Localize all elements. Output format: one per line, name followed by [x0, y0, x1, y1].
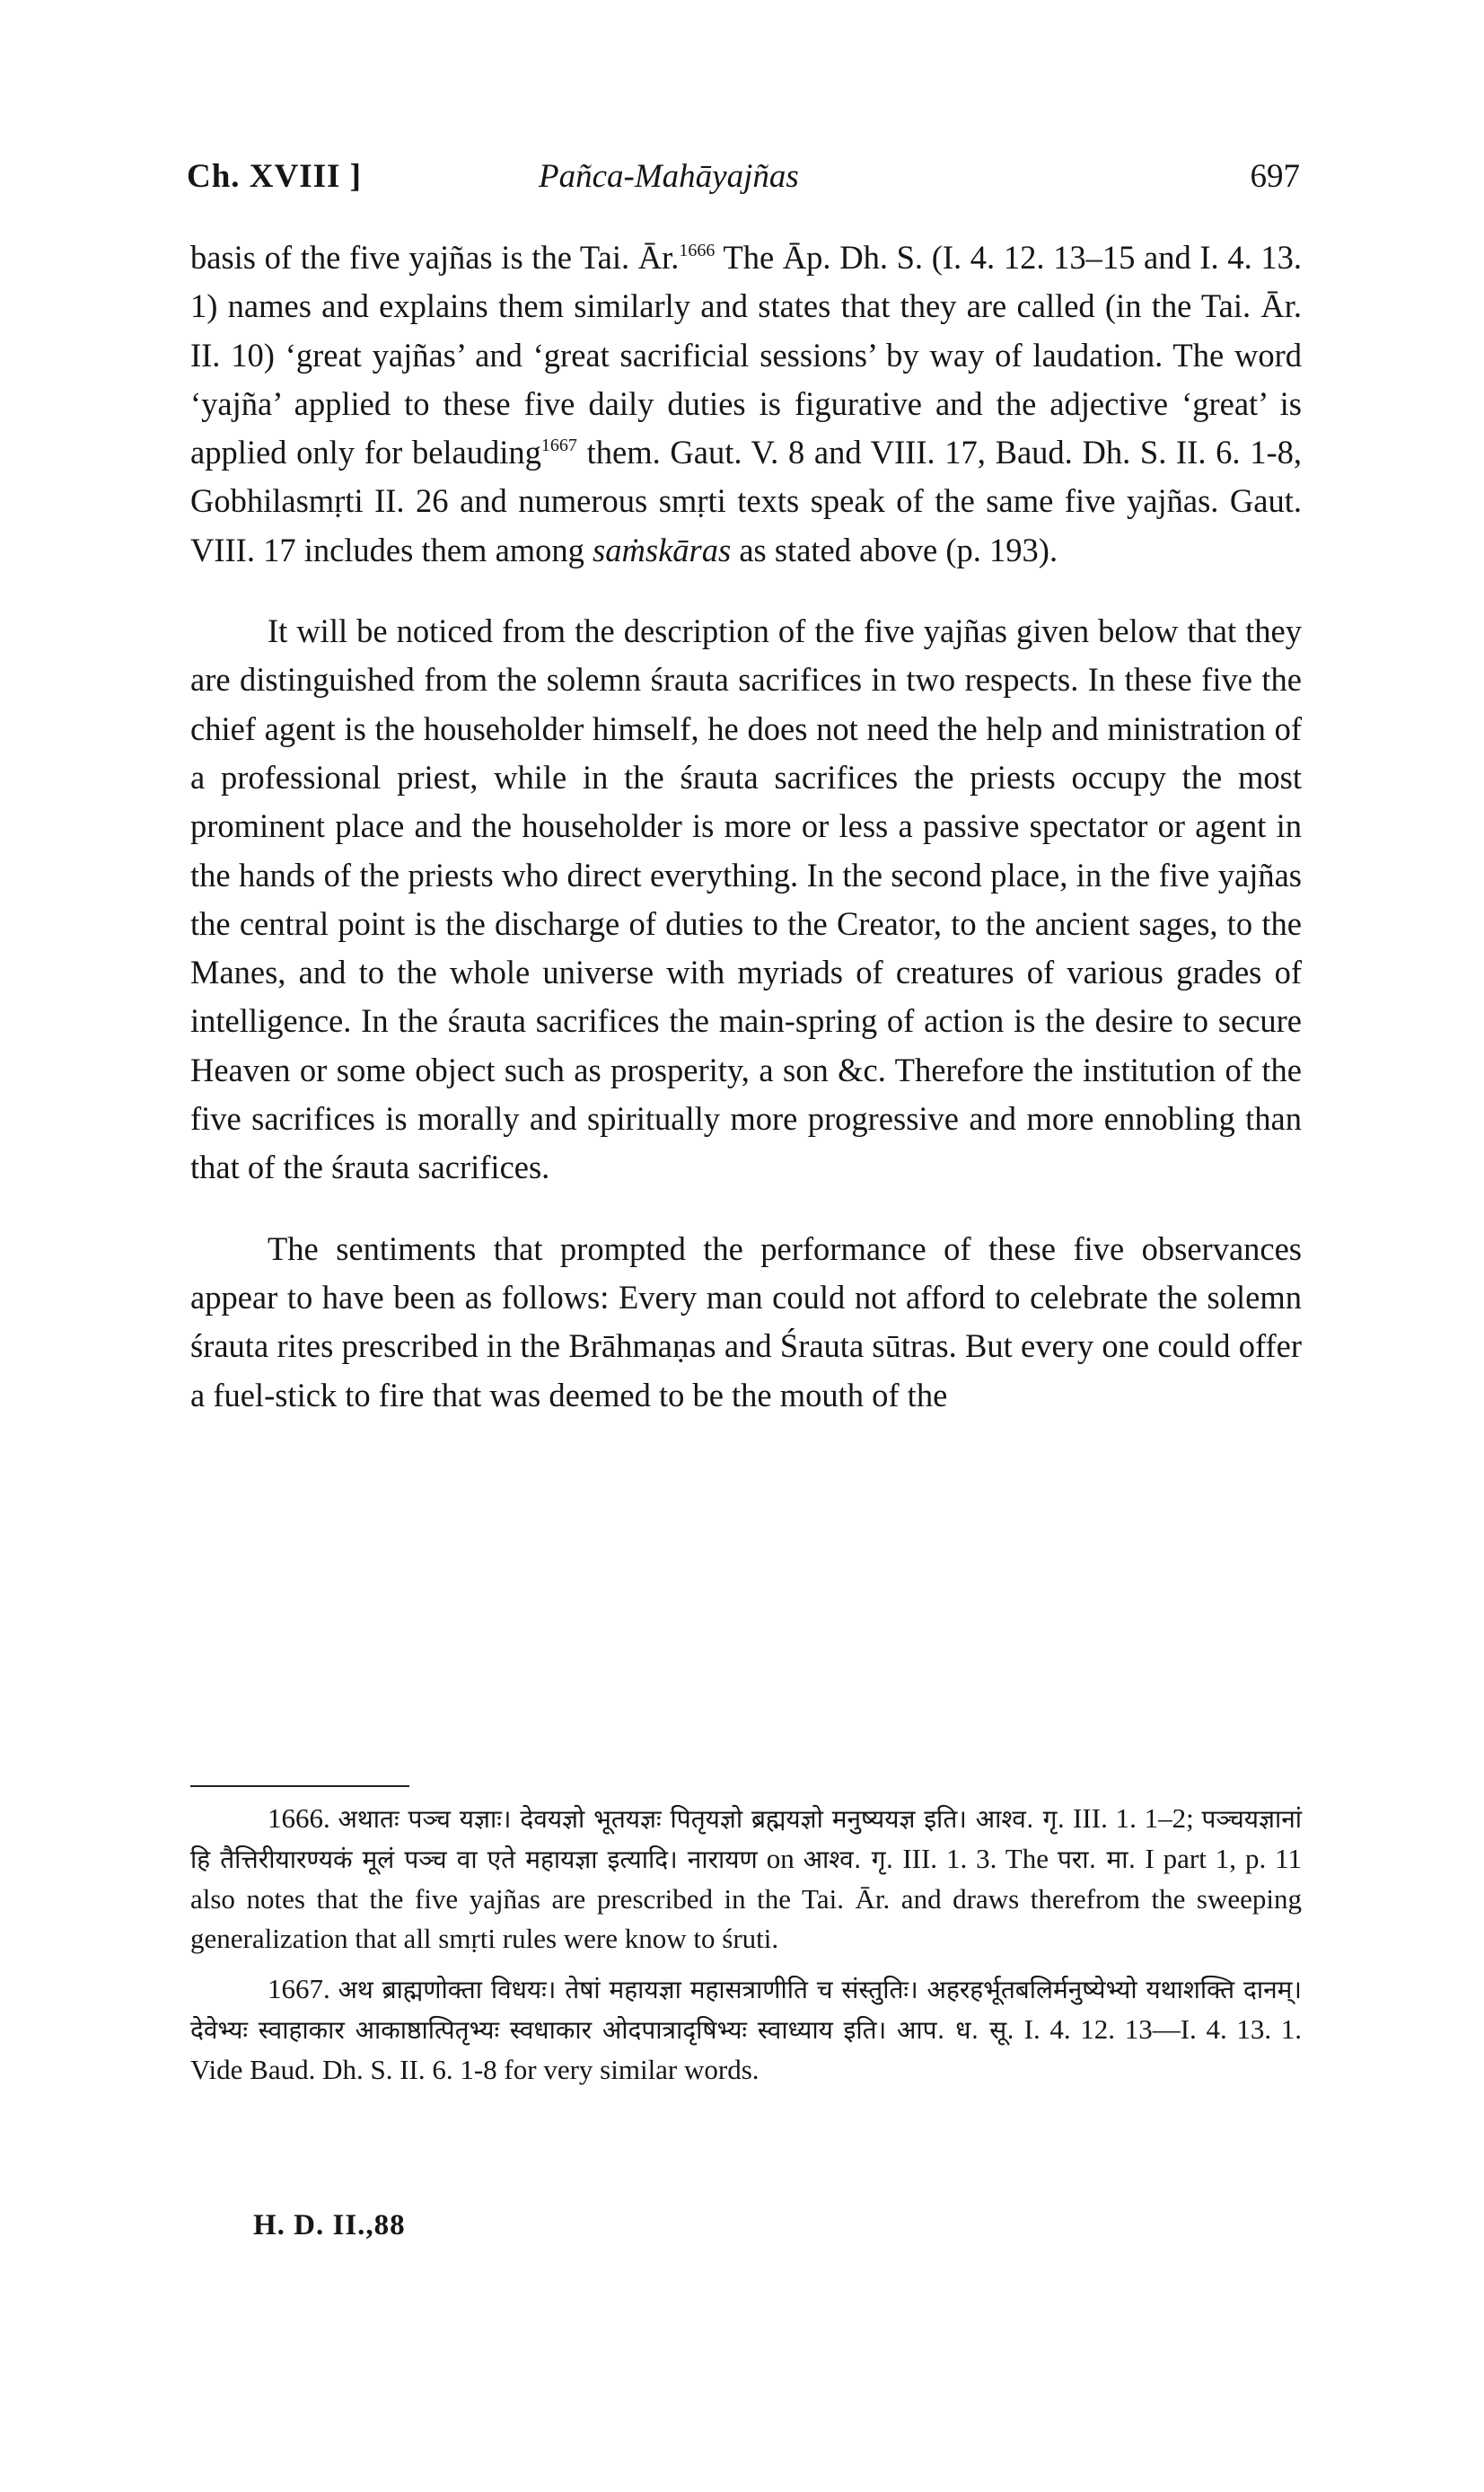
footnote-number: 1667. [268, 1973, 330, 2004]
footnote-1667 [190, 1969, 1302, 2090]
footnote-1666 [190, 1799, 1302, 1959]
footnote-text: III. 1. 1–2; [1065, 1802, 1202, 1834]
paragraph-3: The sentiments that prompted the performance of these five observances appear to have been as follows: Every man could not afford to celebrate the solemn śrauta rites prescribed in the Brāhmaṇas and Śrauta sūtras. But every one could offer a fuel-stick to fire that was deemed to be the mouth of the [190, 1229, 1302, 1413]
page-number: 697 [1250, 158, 1300, 195]
sanskrit-quote: आश्व. गृ. [803, 1845, 894, 1874]
italic-term: saṁskāras [593, 531, 732, 568]
paragraph-1-text-c: them. Gaut. V. 8 and VIII. 17, Baud. Dh. S. II. 6. 1-8, Gobhilasmṛti II. 26 and numerous smṛti texts speak of the same five yajñas. Gaut. VIII. 17 includes them among [190, 434, 1302, 568]
footnote-ref-1667: 1667 [540, 436, 577, 456]
footnote-text: I. 4. 12. 13—I. 4. 13. 1. Vide Baud. Dh. S. II. 6. 1-8 for very similar words. [190, 2013, 1302, 2085]
footnotes [190, 1799, 1302, 2090]
sanskrit-quote: परा. मा. [1057, 1845, 1137, 1874]
footnote-ref-1666: 1666 [679, 241, 716, 260]
footnote-text: I part 1, p. 11 also notes that the five yajñas are prescribed in the Tai. Ār. and draws therefrom the sweeping generalization that all smṛti rules were know to śruti. [190, 1843, 1302, 1954]
sanskrit-quote: पञ्चयज्ञानां हि तैत्तिरीयारण्यकं मूलं पञ्च वा एते महायज्ञा इत्यादि। नारायण [190, 1804, 1302, 1874]
footnote-text: on [757, 1843, 803, 1874]
running-header [187, 157, 1300, 211]
paragraph-1 [190, 233, 1302, 575]
footnote-text: III. 1. 3. The [893, 1843, 1058, 1874]
sanskrit-quote: अथातः पञ्च यज्ञाः। देवयज्ञो भूतयज्ञः पितृयज्ञो ब्रह्मयज्ञो मनुष्ययज्ञ इति। आश्व. गृ. [338, 1804, 1066, 1834]
paragraph-2: It will be noticed from the description of the five yajñas given below that they are distinguished from the solemn śrauta sacrifices in two respects. In these five the chief agent is the householder himself, he does not need the help and ministration of a professional priest, while in the śrauta sacrifices the priests occupy the most prominent place and the householder is more or less a passive spectator or agent in the hands of the priests who direct everything. In the second place, in the five yajñas the central point is the discharge of duties to the Creator, to the ancient sages, to the Manes, and to the whole universe with myriads of creatures of various grades of intelligence. In the śrauta sacrifices the main-spring of action is the desire to secure Heaven or some object such as prosperity, a son &c. Therefore the institution of the five sacrifices is morally and spiritually more progressive and more ennobling than that of the śrauta sacrifices. [190, 612, 1302, 1186]
footnote-divider [190, 1785, 409, 1787]
running-title: Pañca-Mahāyajñas [539, 158, 799, 195]
sanskrit-quote: अथ ब्राह्मणोक्ता विधयः। तेषां महायज्ञा महासत्राणीति च संस्तुतिः। अहरहर्भूतबलिर्मनुष्येभ्यो यथाशक्ति दानम्। देवेभ्यः स्वाहाकार आकाष्ठात्पितृभ्यः स्वधाकार ओदपात्रादृषिभ्यः स्वाध्याय इति। आप. ध. सू. [190, 1975, 1302, 2045]
paragraph-1-text-d: as stated above (p. 193). [731, 531, 1058, 568]
footnote-number: 1666. [268, 1802, 330, 1834]
body-text [190, 233, 1302, 1420]
paragraph-1-text-a: basis of the five yajñas is the Tai. Ār. [190, 239, 680, 276]
signature-mark: H. D. II.,88 [253, 2209, 406, 2241]
chapter-label: Ch. XVIII ] [187, 158, 363, 195]
paragraph-1-text-b: The Āp. Dh. S. (I. 4. 12. 13–15 and I. 4. 13. 1) names and explains them similarly and states that they are called (in the Tai. Ār. II. 10) ‘great yajñas’ and ‘great sacrificial sessions’ by way of laudation. The word ‘yajña’ applied to these five daily duties is figurative and the adjective ‘great’ is applied only for belauding [190, 239, 1302, 471]
